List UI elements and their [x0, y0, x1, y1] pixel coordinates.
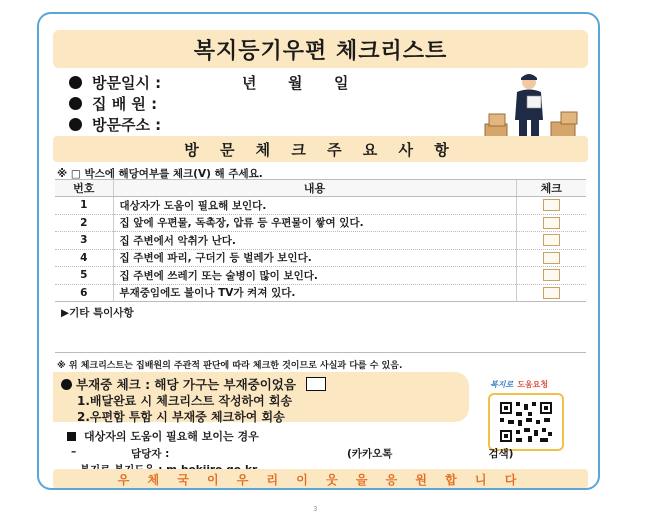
- visit-date-row: [69, 72, 469, 93]
- row-checkbox[interactable]: [543, 199, 560, 211]
- absent-step-1: 1.배달완료 시 체크리스트 작성하여 회송: [77, 394, 293, 408]
- square-bullet-icon: [67, 432, 76, 441]
- address-row[interactable]: [69, 114, 469, 135]
- row-check-cell: [516, 197, 586, 215]
- qr-caption: [490, 379, 580, 390]
- row-text: 대상자가 도움이 필요해 보인다.: [113, 197, 516, 215]
- address-label: 방문주소 :: [92, 116, 162, 134]
- row-text: 부재중임에도 불이나 TV가 켜져 있다.: [113, 284, 516, 302]
- row-number: 2: [55, 214, 113, 232]
- row-checkbox[interactable]: [543, 269, 560, 281]
- row-text: 집 앞에 우편물, 독촉장, 압류 등 우편물이 쌓여 있다.: [113, 214, 516, 232]
- row-number: 5: [55, 267, 113, 285]
- disclaimer: ※ 위 체크리스트는 집배원의 주관적 판단에 따라 체크한 것이므로 사실과 다를 수 있음.: [57, 361, 403, 371]
- table-header-row: [55, 180, 586, 197]
- header-content: 내용: [113, 180, 516, 197]
- bullet-icon: [69, 118, 82, 131]
- bokjiro-logo: 복지로: [490, 380, 514, 389]
- visit-info: [69, 72, 469, 135]
- day-label: 일: [334, 74, 349, 92]
- table-row: [55, 284, 586, 302]
- absent-check-panel: [53, 372, 469, 422]
- absent-checkbox[interactable]: [306, 377, 326, 391]
- row-check-cell: [516, 284, 586, 302]
- instruction-note: ※ □ 박스에 해당여부를 체크(V) 해 주세요.: [57, 168, 263, 180]
- kakao-hint: (카카오톡: [347, 448, 393, 460]
- year-label: 년: [242, 74, 257, 92]
- header-number: 번호: [55, 180, 113, 197]
- checklist-table: [55, 179, 586, 302]
- bullet-icon: [61, 379, 72, 390]
- row-number: 1: [55, 197, 113, 215]
- row-check-cell: [516, 232, 586, 250]
- visit-date-fields[interactable]: [242, 72, 380, 93]
- postal-carrier-illustration: [479, 72, 587, 144]
- table-row: [55, 214, 586, 232]
- row-text: 집 주변에 파리, 구더기 등 벌레가 보인다.: [113, 249, 516, 267]
- row-checkbox[interactable]: [543, 217, 560, 229]
- absent-step-2: 2.우편함 투함 시 부재중 체크하여 회송: [77, 410, 285, 424]
- help-title-row: [67, 428, 513, 444]
- row-check-cell: [516, 267, 586, 285]
- carrier-label: 집 배 원 :: [92, 95, 158, 113]
- checklist-card: [37, 12, 600, 490]
- footer-slogan: 우 체 국 이 우 리 이 웃 을 응 원 합 니 다: [53, 469, 588, 489]
- page-number: 3: [313, 505, 318, 513]
- contact-dash: –: [71, 446, 77, 458]
- table-row: [55, 267, 586, 285]
- row-checkbox[interactable]: [543, 287, 560, 299]
- page-title: 복지등기우편 체크리스트: [53, 30, 588, 68]
- absent-title: 부재중 체크 : 해당 가구는 부재중이었음: [76, 377, 296, 392]
- row-check-cell: [516, 249, 586, 267]
- other-notes-label: ▶기타 특이사항: [61, 307, 134, 319]
- table-row: [55, 232, 586, 250]
- bullet-icon: [69, 76, 82, 89]
- row-checkbox[interactable]: [543, 234, 560, 246]
- table-row: [55, 197, 586, 215]
- bullet-icon: [69, 97, 82, 110]
- carrier-row[interactable]: [69, 93, 469, 114]
- row-number: 6: [55, 284, 113, 302]
- month-label: 월: [288, 74, 303, 92]
- visit-date-label: 방문일시 :: [92, 74, 162, 92]
- header-check: 체크: [516, 180, 586, 197]
- row-check-cell: [516, 214, 586, 232]
- row-checkbox[interactable]: [543, 252, 560, 264]
- table-row: [55, 249, 586, 267]
- row-text: 집 주변에 쓰레기 또는 술병이 많이 보인다.: [113, 267, 516, 285]
- other-notes-field[interactable]: [55, 301, 586, 353]
- help-title: 대상자의 도움이 필요해 보이는 경우: [84, 430, 259, 443]
- row-text: 집 주변에서 악취가 난다.: [113, 232, 516, 250]
- row-number: 3: [55, 232, 113, 250]
- kakao-search: 검색): [488, 448, 514, 460]
- contact-label: 담당자 :: [131, 448, 170, 460]
- absent-title-row: [61, 375, 326, 393]
- row-number: 4: [55, 249, 113, 267]
- contact-row: [71, 446, 513, 461]
- qr-label: 도움요청: [517, 380, 549, 389]
- section-title: 방 문 체 크 주 요 사 항: [53, 136, 588, 162]
